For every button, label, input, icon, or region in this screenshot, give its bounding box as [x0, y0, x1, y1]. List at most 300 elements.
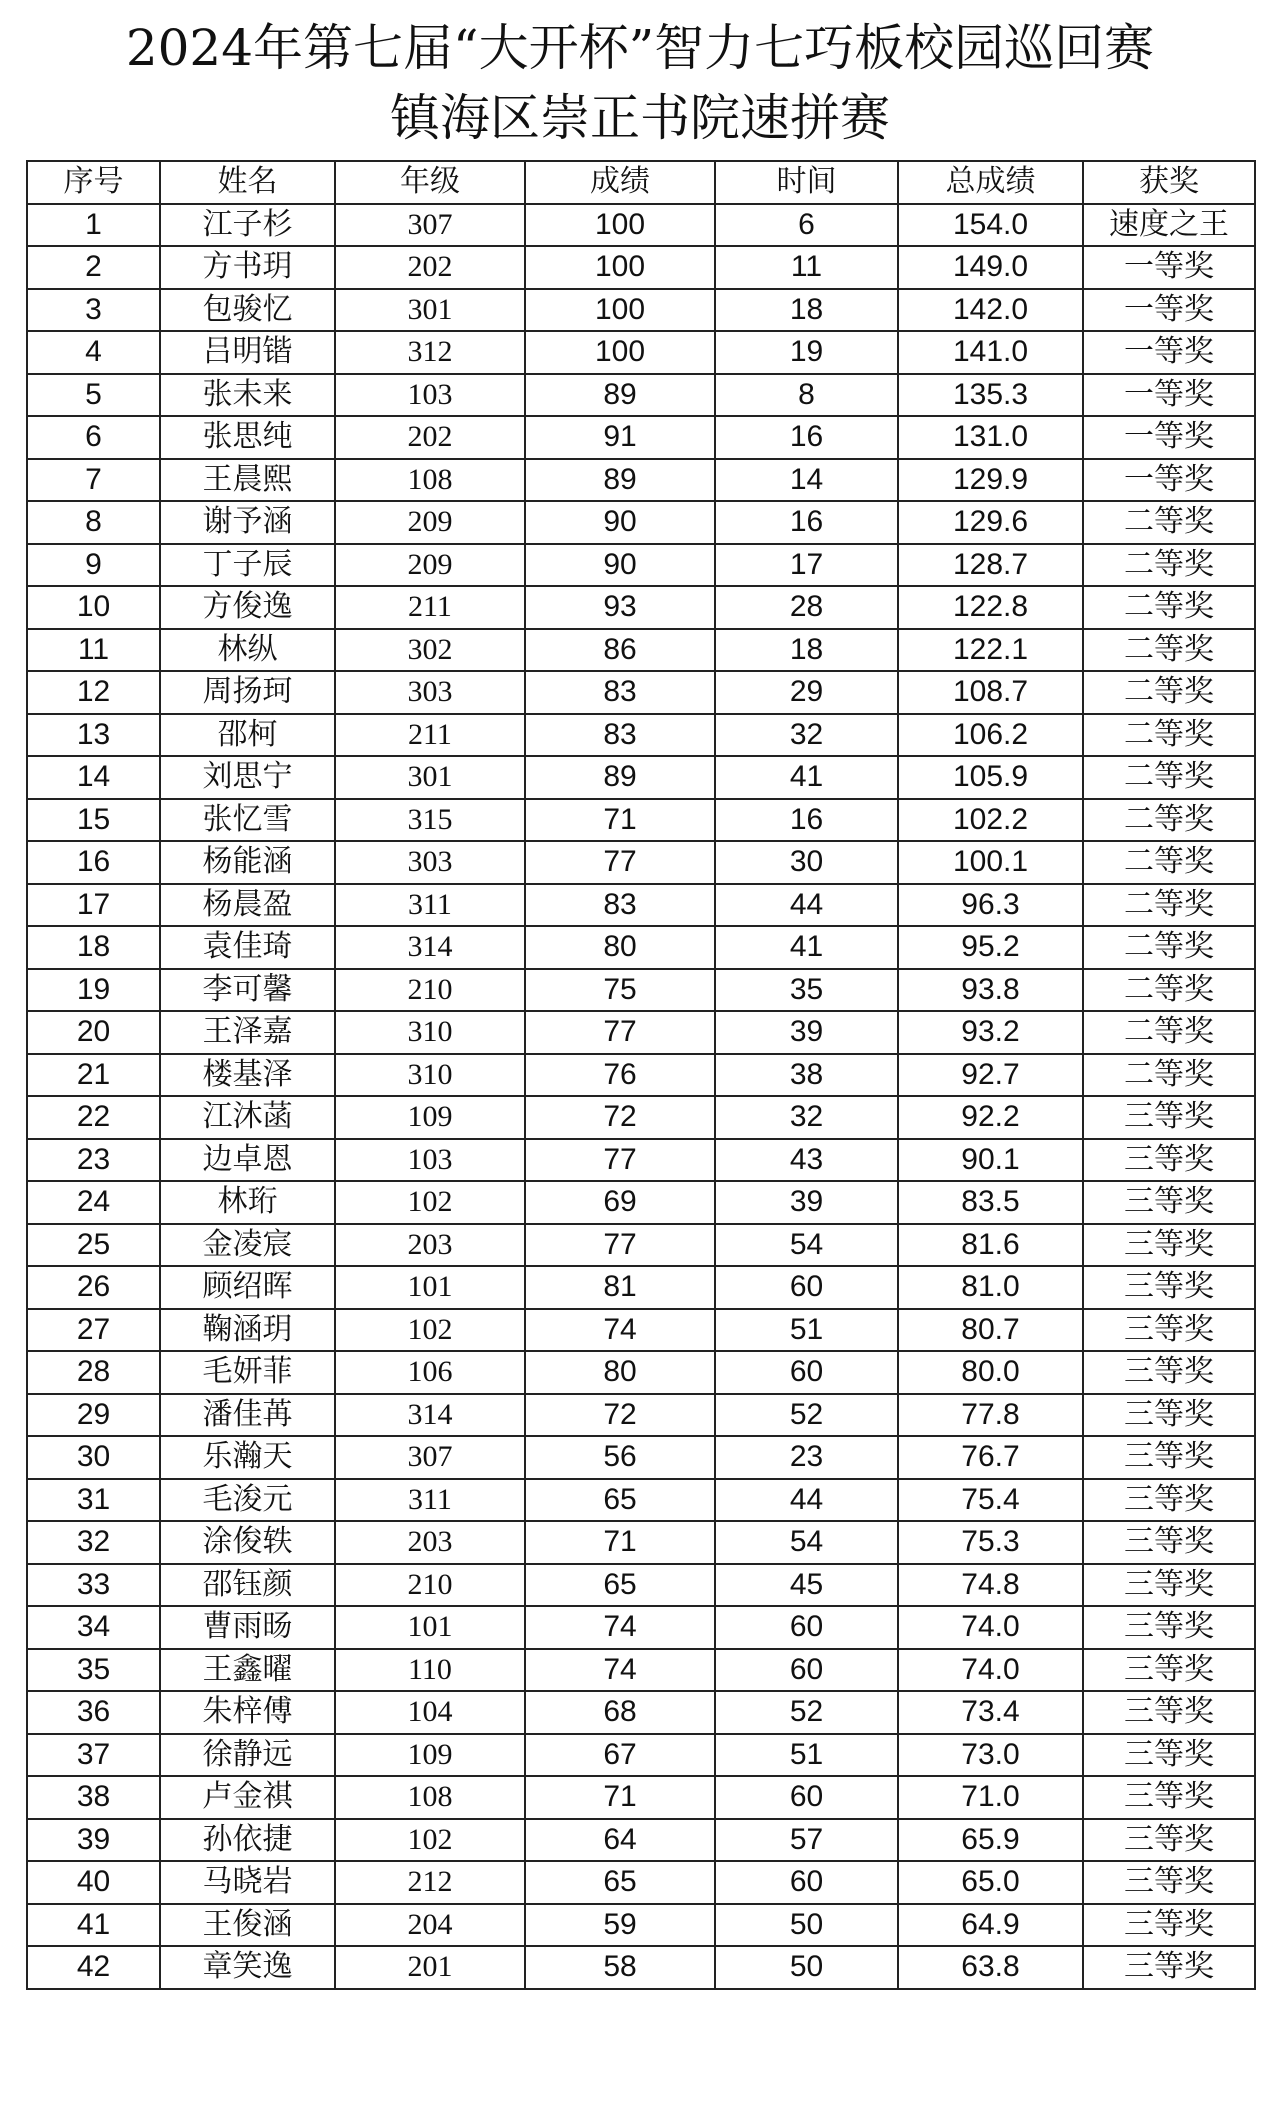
cell-time: 51	[715, 1309, 898, 1352]
header-grade: 年级	[335, 161, 525, 204]
cell-time: 17	[715, 544, 898, 587]
cell-award: 三等奖	[1083, 1861, 1255, 1904]
cell-score: 91	[525, 416, 715, 459]
cell-total: 93.8	[898, 969, 1083, 1012]
cell-award: 一等奖	[1083, 459, 1255, 502]
cell-name: 边卓恩	[160, 1139, 335, 1182]
table-row	[27, 1266, 1255, 1309]
cell-score: 72	[525, 1394, 715, 1437]
cell-score: 100	[525, 204, 715, 247]
cell-name: 方俊逸	[160, 586, 335, 629]
cell-time: 44	[715, 884, 898, 927]
cell-award: 二等奖	[1083, 629, 1255, 672]
cell-award: 二等奖	[1083, 841, 1255, 884]
cell-award: 一等奖	[1083, 416, 1255, 459]
cell-index: 7	[27, 459, 160, 502]
cell-index: 4	[27, 331, 160, 374]
table-row	[27, 1946, 1255, 1989]
cell-score: 58	[525, 1946, 715, 1989]
table-row	[27, 331, 1255, 374]
cell-score: 81	[525, 1266, 715, 1309]
cell-award: 二等奖	[1083, 544, 1255, 587]
cell-total: 108.7	[898, 671, 1083, 714]
cell-name: 徐静远	[160, 1734, 335, 1777]
cell-total: 100.1	[898, 841, 1083, 884]
cell-score: 83	[525, 671, 715, 714]
cell-index: 25	[27, 1224, 160, 1267]
cell-grade: 211	[335, 586, 525, 629]
header-index: 序号	[27, 161, 160, 204]
cell-award: 三等奖	[1083, 1436, 1255, 1479]
cell-index: 13	[27, 714, 160, 757]
cell-score: 83	[525, 714, 715, 757]
cell-name: 王俊涵	[160, 1904, 335, 1947]
cell-score: 56	[525, 1436, 715, 1479]
cell-score: 89	[525, 374, 715, 417]
cell-score: 77	[525, 1224, 715, 1267]
cell-time: 28	[715, 586, 898, 629]
cell-grade: 210	[335, 1564, 525, 1607]
cell-name: 林纵	[160, 629, 335, 672]
cell-score: 68	[525, 1691, 715, 1734]
cell-name: 张思纯	[160, 416, 335, 459]
cell-score: 67	[525, 1734, 715, 1777]
cell-score: 76	[525, 1054, 715, 1097]
table-row	[27, 841, 1255, 884]
table-row	[27, 884, 1255, 927]
cell-index: 24	[27, 1181, 160, 1224]
cell-name: 杨能涵	[160, 841, 335, 884]
cell-total: 93.2	[898, 1011, 1083, 1054]
cell-name: 包骏忆	[160, 289, 335, 332]
cell-total: 71.0	[898, 1776, 1083, 1819]
cell-award: 三等奖	[1083, 1904, 1255, 1947]
cell-name: 林珩	[160, 1181, 335, 1224]
table-row	[27, 374, 1255, 417]
cell-award: 二等奖	[1083, 714, 1255, 757]
cell-index: 27	[27, 1309, 160, 1352]
table-row	[27, 1649, 1255, 1692]
cell-grade: 211	[335, 714, 525, 757]
cell-name: 顾绍晖	[160, 1266, 335, 1309]
cell-time: 60	[715, 1649, 898, 1692]
cell-award: 三等奖	[1083, 1819, 1255, 1862]
table-row	[27, 756, 1255, 799]
cell-grade: 212	[335, 1861, 525, 1904]
cell-name: 江子杉	[160, 204, 335, 247]
cell-score: 69	[525, 1181, 715, 1224]
cell-grade: 202	[335, 246, 525, 289]
cell-award: 二等奖	[1083, 501, 1255, 544]
header-time: 时间	[715, 161, 898, 204]
cell-award: 二等奖	[1083, 969, 1255, 1012]
cell-total: 96.3	[898, 884, 1083, 927]
table-row	[27, 204, 1255, 247]
table-row	[27, 1394, 1255, 1437]
cell-award: 一等奖	[1083, 331, 1255, 374]
cell-time: 8	[715, 374, 898, 417]
cell-award: 二等奖	[1083, 799, 1255, 842]
cell-time: 50	[715, 1946, 898, 1989]
cell-index: 15	[27, 799, 160, 842]
cell-time: 35	[715, 969, 898, 1012]
cell-index: 31	[27, 1479, 160, 1522]
cell-score: 77	[525, 841, 715, 884]
cell-grade: 108	[335, 459, 525, 502]
cell-total: 149.0	[898, 246, 1083, 289]
table-row	[27, 1521, 1255, 1564]
cell-grade: 311	[335, 1479, 525, 1522]
cell-total: 135.3	[898, 374, 1083, 417]
cell-award: 三等奖	[1083, 1649, 1255, 1692]
cell-name: 乐瀚天	[160, 1436, 335, 1479]
cell-score: 71	[525, 1776, 715, 1819]
cell-award: 二等奖	[1083, 1054, 1255, 1097]
cell-index: 33	[27, 1564, 160, 1607]
cell-grade: 103	[335, 1139, 525, 1182]
cell-grade: 102	[335, 1181, 525, 1224]
table-row	[27, 1224, 1255, 1267]
cell-total: 74.0	[898, 1606, 1083, 1649]
cell-total: 83.5	[898, 1181, 1083, 1224]
cell-time: 60	[715, 1266, 898, 1309]
cell-score: 90	[525, 544, 715, 587]
cell-index: 34	[27, 1606, 160, 1649]
cell-index: 30	[27, 1436, 160, 1479]
cell-time: 52	[715, 1394, 898, 1437]
cell-time: 39	[715, 1181, 898, 1224]
cell-score: 80	[525, 926, 715, 969]
cell-time: 11	[715, 246, 898, 289]
cell-index: 1	[27, 204, 160, 247]
cell-grade: 301	[335, 289, 525, 332]
cell-score: 100	[525, 289, 715, 332]
table-row	[27, 1096, 1255, 1139]
table-row	[27, 544, 1255, 587]
cell-name: 章笑逸	[160, 1946, 335, 1989]
table-row	[27, 629, 1255, 672]
cell-time: 38	[715, 1054, 898, 1097]
cell-score: 71	[525, 799, 715, 842]
cell-award: 三等奖	[1083, 1309, 1255, 1352]
cell-name: 江沐菡	[160, 1096, 335, 1139]
header-award: 获奖	[1083, 161, 1255, 204]
cell-name: 袁佳琦	[160, 926, 335, 969]
cell-name: 毛浚元	[160, 1479, 335, 1522]
cell-score: 83	[525, 884, 715, 927]
cell-award: 三等奖	[1083, 1351, 1255, 1394]
cell-time: 32	[715, 1096, 898, 1139]
cell-score: 89	[525, 459, 715, 502]
cell-score: 100	[525, 331, 715, 374]
cell-grade: 110	[335, 1649, 525, 1692]
cell-index: 12	[27, 671, 160, 714]
header-total: 总成绩	[898, 161, 1083, 204]
cell-total: 90.1	[898, 1139, 1083, 1182]
cell-total: 80.0	[898, 1351, 1083, 1394]
cell-award: 三等奖	[1083, 1691, 1255, 1734]
cell-index: 17	[27, 884, 160, 927]
cell-award: 二等奖	[1083, 1011, 1255, 1054]
table-row	[27, 1436, 1255, 1479]
cell-score: 89	[525, 756, 715, 799]
cell-award: 二等奖	[1083, 586, 1255, 629]
cell-index: 10	[27, 586, 160, 629]
cell-name: 张忆雪	[160, 799, 335, 842]
cell-award: 一等奖	[1083, 246, 1255, 289]
cell-total: 131.0	[898, 416, 1083, 459]
cell-time: 51	[715, 1734, 898, 1777]
cell-total: 74.8	[898, 1564, 1083, 1607]
cell-grade: 106	[335, 1351, 525, 1394]
cell-name: 潘佳苒	[160, 1394, 335, 1437]
cell-index: 8	[27, 501, 160, 544]
table-row	[27, 289, 1255, 332]
cell-total: 65.0	[898, 1861, 1083, 1904]
cell-award: 三等奖	[1083, 1266, 1255, 1309]
cell-award: 二等奖	[1083, 756, 1255, 799]
cell-award: 三等奖	[1083, 1946, 1255, 1989]
cell-score: 74	[525, 1309, 715, 1352]
cell-grade: 311	[335, 884, 525, 927]
cell-total: 102.2	[898, 799, 1083, 842]
cell-name: 涂俊轶	[160, 1521, 335, 1564]
header-name: 姓名	[160, 161, 335, 204]
cell-name: 王鑫曜	[160, 1649, 335, 1692]
cell-total: 92.2	[898, 1096, 1083, 1139]
cell-time: 60	[715, 1861, 898, 1904]
cell-score: 93	[525, 586, 715, 629]
cell-award: 三等奖	[1083, 1394, 1255, 1437]
cell-index: 14	[27, 756, 160, 799]
table-row	[27, 586, 1255, 629]
cell-time: 41	[715, 926, 898, 969]
table-row	[27, 1691, 1255, 1734]
cell-score: 90	[525, 501, 715, 544]
cell-name: 王泽嘉	[160, 1011, 335, 1054]
table-row	[27, 1309, 1255, 1352]
cell-score: 100	[525, 246, 715, 289]
cell-total: 73.0	[898, 1734, 1083, 1777]
cell-award: 三等奖	[1083, 1181, 1255, 1224]
cell-grade: 101	[335, 1606, 525, 1649]
cell-total: 81.6	[898, 1224, 1083, 1267]
cell-total: 122.8	[898, 586, 1083, 629]
cell-grade: 102	[335, 1309, 525, 1352]
cell-index: 42	[27, 1946, 160, 1989]
cell-time: 23	[715, 1436, 898, 1479]
cell-index: 22	[27, 1096, 160, 1139]
cell-name: 王晨熙	[160, 459, 335, 502]
cell-grade: 103	[335, 374, 525, 417]
cell-grade: 301	[335, 756, 525, 799]
table-row	[27, 1351, 1255, 1394]
cell-index: 3	[27, 289, 160, 332]
table-row	[27, 1606, 1255, 1649]
cell-total: 129.6	[898, 501, 1083, 544]
cell-name: 方书玥	[160, 246, 335, 289]
cell-name: 丁子辰	[160, 544, 335, 587]
cell-award: 三等奖	[1083, 1521, 1255, 1564]
table-row	[27, 1904, 1255, 1947]
table-row	[27, 459, 1255, 502]
cell-index: 26	[27, 1266, 160, 1309]
table-row	[27, 246, 1255, 289]
cell-name: 杨晨盈	[160, 884, 335, 927]
cell-grade: 203	[335, 1521, 525, 1564]
cell-index: 28	[27, 1351, 160, 1394]
table-row	[27, 501, 1255, 544]
table-row	[27, 1776, 1255, 1819]
cell-name: 毛妍菲	[160, 1351, 335, 1394]
cell-time: 29	[715, 671, 898, 714]
cell-award: 三等奖	[1083, 1479, 1255, 1522]
table-row	[27, 1861, 1255, 1904]
table-row	[27, 416, 1255, 459]
cell-award: 二等奖	[1083, 884, 1255, 927]
cell-score: 77	[525, 1011, 715, 1054]
cell-grade: 203	[335, 1224, 525, 1267]
cell-time: 16	[715, 416, 898, 459]
cell-index: 41	[27, 1904, 160, 1947]
table-row	[27, 1819, 1255, 1862]
cell-index: 11	[27, 629, 160, 672]
cell-index: 36	[27, 1691, 160, 1734]
cell-time: 41	[715, 756, 898, 799]
cell-award: 三等奖	[1083, 1096, 1255, 1139]
cell-grade: 109	[335, 1096, 525, 1139]
cell-grade: 101	[335, 1266, 525, 1309]
cell-grade: 310	[335, 1011, 525, 1054]
cell-time: 60	[715, 1776, 898, 1819]
cell-name: 朱梓傅	[160, 1691, 335, 1734]
cell-grade: 314	[335, 1394, 525, 1437]
cell-score: 72	[525, 1096, 715, 1139]
cell-index: 23	[27, 1139, 160, 1182]
cell-time: 54	[715, 1224, 898, 1267]
cell-time: 32	[715, 714, 898, 757]
table-row	[27, 926, 1255, 969]
results-table	[26, 160, 1256, 1990]
cell-award: 三等奖	[1083, 1776, 1255, 1819]
cell-total: 80.7	[898, 1309, 1083, 1352]
document-subtitle: 镇海区崇正书院速拼赛	[390, 89, 890, 147]
cell-index: 37	[27, 1734, 160, 1777]
cell-grade: 307	[335, 204, 525, 247]
cell-name: 鞠涵玥	[160, 1309, 335, 1352]
cell-score: 74	[525, 1606, 715, 1649]
cell-total: 105.9	[898, 756, 1083, 799]
cell-name: 楼基泽	[160, 1054, 335, 1097]
cell-time: 54	[715, 1521, 898, 1564]
cell-name: 金凌宸	[160, 1224, 335, 1267]
cell-score: 77	[525, 1139, 715, 1182]
cell-score: 71	[525, 1521, 715, 1564]
cell-time: 60	[715, 1606, 898, 1649]
cell-index: 21	[27, 1054, 160, 1097]
table-row	[27, 1139, 1255, 1182]
table-row	[27, 1479, 1255, 1522]
cell-total: 122.1	[898, 629, 1083, 672]
cell-grade: 303	[335, 841, 525, 884]
table-row	[27, 1011, 1255, 1054]
cell-index: 35	[27, 1649, 160, 1692]
cell-time: 16	[715, 799, 898, 842]
cell-time: 30	[715, 841, 898, 884]
cell-time: 14	[715, 459, 898, 502]
cell-score: 64	[525, 1819, 715, 1862]
cell-award: 二等奖	[1083, 671, 1255, 714]
cell-name: 吕明锴	[160, 331, 335, 374]
cell-name: 谢予涵	[160, 501, 335, 544]
cell-time: 57	[715, 1819, 898, 1862]
cell-time: 39	[715, 1011, 898, 1054]
cell-total: 129.9	[898, 459, 1083, 502]
cell-time: 19	[715, 331, 898, 374]
cell-time: 16	[715, 501, 898, 544]
cell-score: 75	[525, 969, 715, 1012]
document-title: 2024年第七届“大开杯”智力七巧板校园巡回赛	[125, 19, 1155, 77]
cell-total: 75.3	[898, 1521, 1083, 1564]
cell-grade: 202	[335, 416, 525, 459]
cell-time: 6	[715, 204, 898, 247]
cell-grade: 104	[335, 1691, 525, 1734]
cell-award: 三等奖	[1083, 1139, 1255, 1182]
cell-time: 45	[715, 1564, 898, 1607]
cell-total: 128.7	[898, 544, 1083, 587]
cell-total: 77.8	[898, 1394, 1083, 1437]
cell-name: 李可馨	[160, 969, 335, 1012]
cell-total: 106.2	[898, 714, 1083, 757]
table-header	[27, 161, 1255, 204]
table-row	[27, 1054, 1255, 1097]
cell-award: 二等奖	[1083, 926, 1255, 969]
cell-score: 80	[525, 1351, 715, 1394]
cell-grade: 303	[335, 671, 525, 714]
cell-name: 孙依捷	[160, 1819, 335, 1862]
cell-award: 三等奖	[1083, 1564, 1255, 1607]
header-row	[27, 161, 1255, 204]
cell-grade: 109	[335, 1734, 525, 1777]
cell-total: 92.7	[898, 1054, 1083, 1097]
cell-grade: 314	[335, 926, 525, 969]
cell-total: 75.4	[898, 1479, 1083, 1522]
cell-time: 18	[715, 289, 898, 332]
cell-grade: 209	[335, 501, 525, 544]
cell-total: 81.0	[898, 1266, 1083, 1309]
cell-total: 95.2	[898, 926, 1083, 969]
cell-index: 38	[27, 1776, 160, 1819]
cell-score: 74	[525, 1649, 715, 1692]
cell-total: 65.9	[898, 1819, 1083, 1862]
table-row	[27, 671, 1255, 714]
cell-time: 60	[715, 1351, 898, 1394]
cell-time: 43	[715, 1139, 898, 1182]
cell-index: 16	[27, 841, 160, 884]
cell-index: 20	[27, 1011, 160, 1054]
cell-total: 63.8	[898, 1946, 1083, 1989]
cell-grade: 315	[335, 799, 525, 842]
cell-total: 142.0	[898, 289, 1083, 332]
cell-score: 86	[525, 629, 715, 672]
table-row	[27, 714, 1255, 757]
cell-grade: 210	[335, 969, 525, 1012]
cell-time: 50	[715, 1904, 898, 1947]
cell-score: 59	[525, 1904, 715, 1947]
cell-award: 速度之王	[1083, 204, 1255, 247]
table-row	[27, 1564, 1255, 1607]
cell-grade: 310	[335, 1054, 525, 1097]
